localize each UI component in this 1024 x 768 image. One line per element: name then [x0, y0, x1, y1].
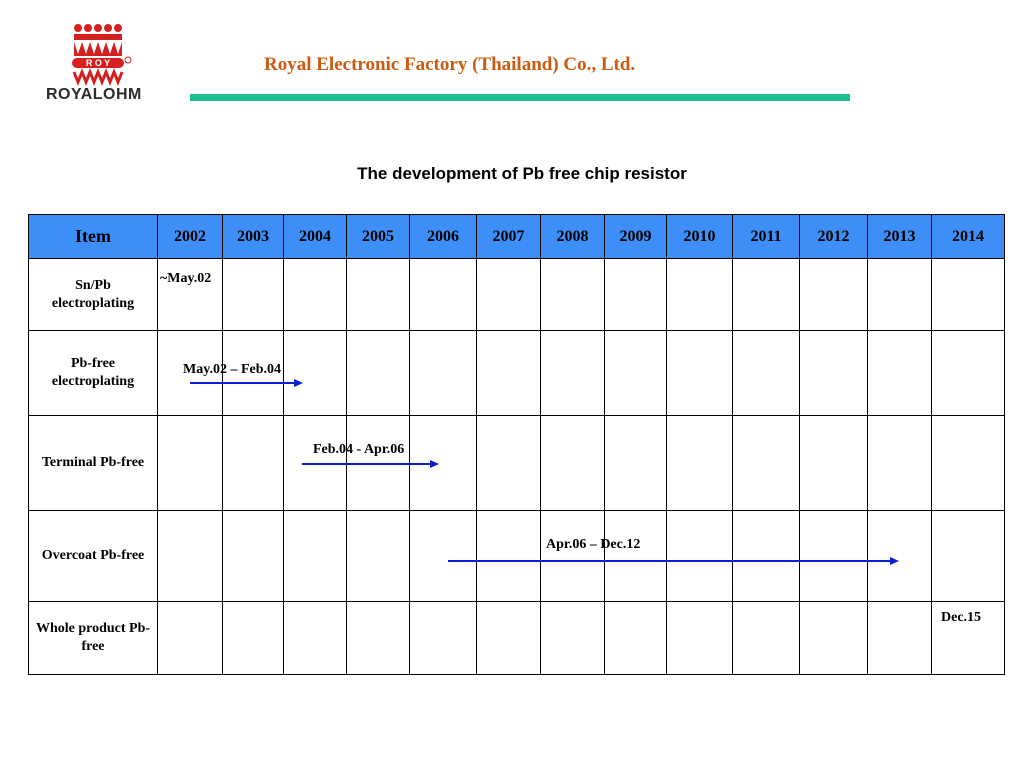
period-note-terminal: Feb.04 - Apr.06 — [313, 442, 405, 457]
header-divider — [190, 94, 850, 101]
column-header-year: 2004 — [284, 215, 347, 259]
table-row — [29, 602, 1005, 675]
row-label: Sn/Pb electroplating — [29, 259, 158, 331]
column-header-year: 2007 — [477, 215, 541, 259]
period-note-overcoat: Apr.06 – Dec.12 — [546, 537, 641, 552]
table-header-row — [29, 215, 1005, 259]
column-header-year: 2003 — [223, 215, 284, 259]
column-header-item: Item — [29, 215, 158, 259]
table-row — [29, 511, 1005, 602]
row-label: Pb-free electroplating — [29, 331, 158, 416]
column-header-year: 2013 — [868, 215, 932, 259]
column-header-year: 2009 — [605, 215, 667, 259]
table-row — [29, 259, 1005, 331]
logo-wordmark: ROYALOHM — [46, 86, 142, 103]
table-row — [29, 331, 1005, 416]
column-header-year: 2005 — [347, 215, 410, 259]
column-header-year: 2011 — [733, 215, 800, 259]
svg-text:R O Y: R O Y — [85, 58, 111, 68]
column-header-year: 2012 — [800, 215, 868, 259]
column-header-year: 2008 — [541, 215, 605, 259]
period-note-whole-product: Dec.15 — [941, 610, 982, 625]
page-title: The development of Pb free chip resistor — [357, 164, 687, 183]
period-note-pbfree-electroplating: May.02 – Feb.04 — [183, 362, 281, 377]
row-label: Whole product Pb-free — [29, 602, 158, 675]
row-label: Overcoat Pb-free — [29, 511, 158, 602]
column-header-year: 2006 — [410, 215, 477, 259]
column-header-year: 2014 — [932, 215, 1005, 259]
table-row — [29, 416, 1005, 511]
row-label: Terminal Pb-free — [29, 416, 158, 511]
column-header-year: 2010 — [667, 215, 733, 259]
column-header-year: 2002 — [158, 215, 223, 259]
period-note-snpb: ~May.02 — [160, 271, 212, 286]
company-name: Royal Electronic Factory (Thailand) Co., Ltd. — [264, 54, 636, 75]
